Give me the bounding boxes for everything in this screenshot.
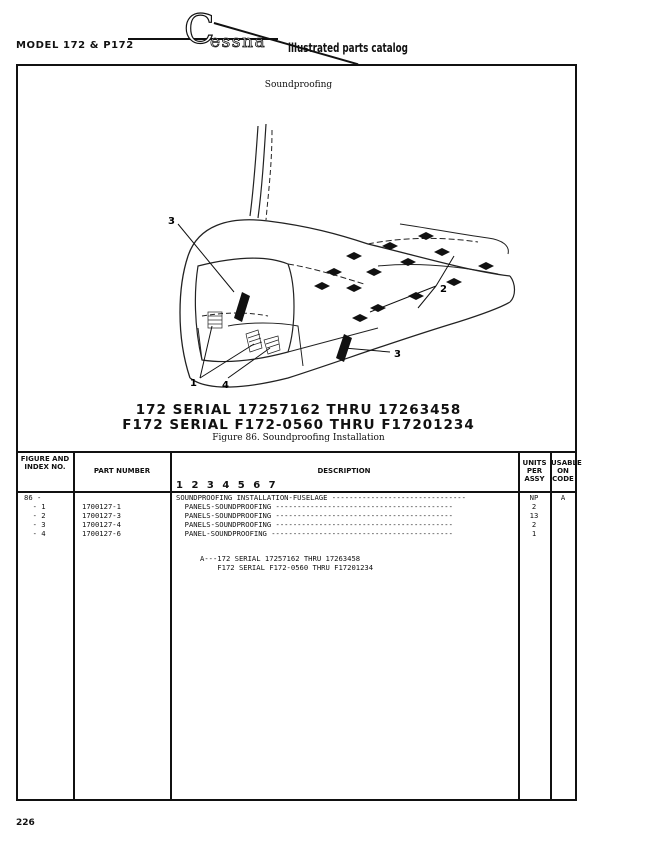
header-usable-code: USABLE ON CODE: [551, 459, 582, 483]
cell-units: NP: [529, 493, 539, 502]
serial-line-1: 172 SERIAL 17257162 THRU 17263458: [135, 402, 462, 418]
table-top-rule: [18, 451, 575, 453]
cell-description: PANEL-SOUNDPROOFING ------------------------------------------: [176, 529, 453, 538]
cell-code: [552, 529, 574, 538]
cell-figure: - 4: [24, 529, 46, 538]
indent-digits: 1 2 3 4 5 6 7: [176, 480, 279, 491]
cell-figure: 86 -: [24, 493, 42, 502]
cessna-logo: [128, 6, 428, 62]
cell-code: [552, 511, 574, 520]
cell-part: 1700127-4: [82, 520, 121, 529]
cell-part: 1700127-1: [82, 502, 121, 511]
callout-3-lower: 3: [394, 349, 401, 360]
effectivity-note-line-1: A---172 SERIAL 17257162 THRU 17263458: [200, 554, 361, 563]
cell-units: 13: [529, 511, 539, 520]
page-frame: [16, 64, 582, 801]
cell-code: A: [560, 493, 566, 502]
callout-1: 1: [190, 378, 197, 389]
serial-line-2: F172 SERIAL F172-0560 THRU F17201234: [122, 417, 475, 433]
header-description: DESCRIPTION: [317, 467, 371, 475]
page-number: 226: [16, 818, 35, 828]
logo-initial: C: [184, 7, 215, 53]
cell-description: PANELS-SOUNDPROOFING -----------------------------------------: [176, 520, 453, 529]
cell-description: PANELS-SOUNDPROOFING -----------------------------------------: [176, 502, 453, 511]
soundproofing-illustration: [138, 116, 538, 406]
cell-figure: - 1: [24, 502, 46, 511]
cell-part: [82, 493, 172, 502]
catalog-title: illustrated parts catalog: [288, 40, 408, 55]
cell-figure: - 2: [24, 511, 46, 520]
figure-title: Soundproofing: [264, 80, 333, 90]
cell-part: 1700127-3: [82, 511, 121, 520]
cell-description: SOUNDPROOFING INSTALLATION-FUSELAGE -------------------------------: [176, 493, 466, 502]
figure-caption: Figure 86. Soundproofing Installation: [212, 433, 385, 443]
cell-code: [552, 520, 574, 529]
callout-4: 4: [222, 380, 229, 391]
cell-description: PANELS-SOUNDPROOFING -----------------------------------------: [176, 511, 453, 520]
header-figure: FIGURE AND INDEX NO.: [20, 455, 70, 471]
cell-units: 1: [531, 529, 537, 538]
callout-3-upper: 3: [168, 216, 175, 227]
parts-table: [18, 451, 582, 801]
cell-units: 2: [531, 520, 537, 529]
cell-part: 1700127-6: [82, 529, 121, 538]
logo-wordmark: essna: [210, 32, 267, 52]
callout-2: 2: [440, 284, 447, 295]
cell-figure: - 3: [24, 520, 46, 529]
model-label: MODEL 172 & P172: [16, 40, 134, 51]
cell-code: [552, 502, 574, 511]
header-part-number: PART NUMBER: [93, 467, 151, 475]
header-units: UNITS PER ASSY: [522, 459, 547, 483]
cell-units: 2: [531, 502, 537, 511]
effectivity-note-line-2: F172 SERIAL F172-0560 THRU F17201234: [200, 563, 374, 572]
